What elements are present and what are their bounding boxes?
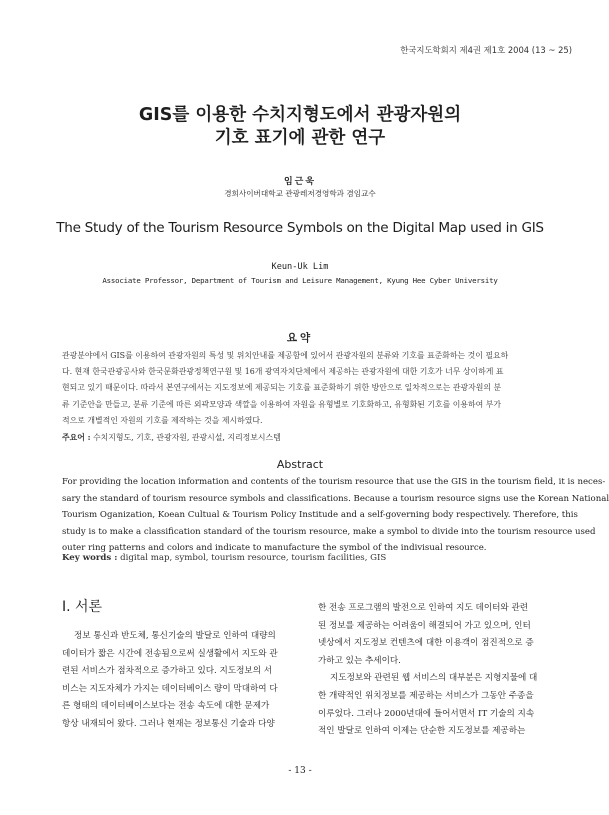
body-line: 정보 통신과 반도체, 통신기술의 발달로 인하여 대량의: [74, 631, 276, 641]
english-abstract-body: [62, 474, 609, 557]
affiliation-english: Associate Professor, Department of Tourism and Leisure Management, Kyung Hee Cyber University: [102, 276, 498, 285]
korean-abstract-heading: 요약: [286, 332, 314, 344]
korean-abstract-line: 현되고 있기 때문이다. 따라서 본연구에서는 지도정보에 제공되는 기호를 표준화하기 위한 방안으로 일차적으로는 관광자원의 분: [62, 383, 502, 393]
section-1-right-column: [318, 600, 540, 741]
body-line: 적인 발달로 인하여 이제는 단순한 지도정보를 제공하는: [318, 726, 526, 737]
english-keywords: [62, 550, 540, 566]
body-line: 가하고 있는 추세이다.: [318, 655, 401, 666]
body-line: 된 정보를 제공하는 어려움이 해결되어 가고 있으며, 인터: [318, 620, 531, 631]
english-abstract-line: sary the standard of tourism resource symbols and classifications. Because a tourism resource signs use the Korean National: [62, 493, 609, 504]
english-keywords-list: digital map, symbol, tourism resource, tourism facilities, GIS: [117, 553, 387, 563]
body-line: 른 형태의 데이터베이스보다는 전송 속도에 대한 문제가: [62, 701, 270, 712]
affiliation-korean: 경희사이버대학교 관광레저경영학과 겸임교수: [224, 189, 376, 198]
korean-title-line-1: GIS를 이용한 수치지형도에서 관광자원의: [138, 105, 462, 125]
body-line: 넷상에서 지도정보 컨텐츠에 대한 이용객이 점진적으로 증: [318, 638, 534, 649]
korean-abstract-body: [62, 348, 540, 429]
english-abstract-line: For providing the location information and contents of the tourism resource that use the GIS in the tourism field, it is neces-: [62, 477, 606, 487]
journal-header: 한국지도학회지 제4권 제1호 2004 (13 ~ 25): [400, 45, 572, 55]
english-title: The Study of the Tourism Resource Symbols on the Digital Map used in GIS: [56, 220, 544, 236]
korean-keywords: [62, 430, 540, 446]
body-line: 데이터가 짧은 시간에 전송됨으로써 실생활에서 지도와 관: [62, 648, 278, 659]
author-english: Keun-Uk Lim: [271, 262, 329, 272]
section-1-heading: I. 서론: [62, 599, 103, 615]
english-abstract-line: Tourism Oganization, Koean Cultual & Tourism Policy Institude and a self-governing body respectively. Therefore, this: [62, 510, 578, 521]
korean-abstract-line: 관광분야에서 GIS를 이용하여 관광자원의 특성 및 위치안내를 제공함에 있어서 관광자원의 분류와 기호를 표준화하는 것이 필요하: [62, 351, 509, 360]
korean-abstract-line: 다. 현재 한국관광공사와 한국문화관광정책연구원 및 16개 광역자치단체에서 제공하는 관광자원에 대한 기호가 너무 상이하게 표: [62, 367, 504, 377]
korean-keywords-label: 주요어 :: [62, 433, 91, 442]
section-1-left-column: [62, 628, 290, 734]
body-line: 지도정보와 관련된 웹 서비스의 대부분은 지형지물에 대: [330, 673, 538, 684]
english-keywords-label: Key words :: [62, 553, 118, 563]
korean-title-line-2: 기호 표기에 관한 연구: [214, 128, 386, 148]
body-line: 비스는 지도자체가 가지는 데이터베이스 량이 막대하여 다: [62, 683, 278, 694]
korean-abstract-line: 적으로 개별적인 자원의 기호를 제작하는 것을 제시하였다.: [62, 415, 263, 425]
author-korean: 임근욱: [283, 177, 317, 187]
body-line: 항상 내재되어 왔다. 그러나 현재는 정보통신 기술과 다양: [62, 718, 275, 729]
english-abstract-heading: Abstract: [276, 458, 324, 471]
body-line: 이루었다. 그러나 2000년대에 들어서면서 IT 기술의 지속: [318, 708, 535, 719]
korean-abstract-line: 류 기준안을 만들고, 분류 기준에 따른 외곽모양과 색깔을 이용하여 자원을 유형별로 기호화하고, 유형화된 기호를 이용하여 부가: [62, 399, 502, 409]
page-number: - 13 -: [288, 766, 312, 776]
english-abstract-line: study is to make a classification standard of the tourism resource, make a symbol to divide into the tourism resource used: [62, 526, 596, 537]
english-abstract-line: outer ring patterns and colors and indicate to manufacture the symbol of the indivisual resource.: [62, 543, 487, 554]
body-line: 련된 서비스가 점차적으로 증가하고 있다. 지도정보의 서: [62, 666, 273, 677]
korean-keywords-list: 수치지형도, 기호, 관광자원, 관광시설, 지리정보시스템: [90, 433, 281, 442]
body-line: 한 개략적인 위치정보를 제공하는 서비스가 그동안 주종을: [318, 690, 534, 701]
body-line: 한 전송 프로그램의 발전으로 인하여 지도 데이터와 관련: [318, 603, 529, 613]
